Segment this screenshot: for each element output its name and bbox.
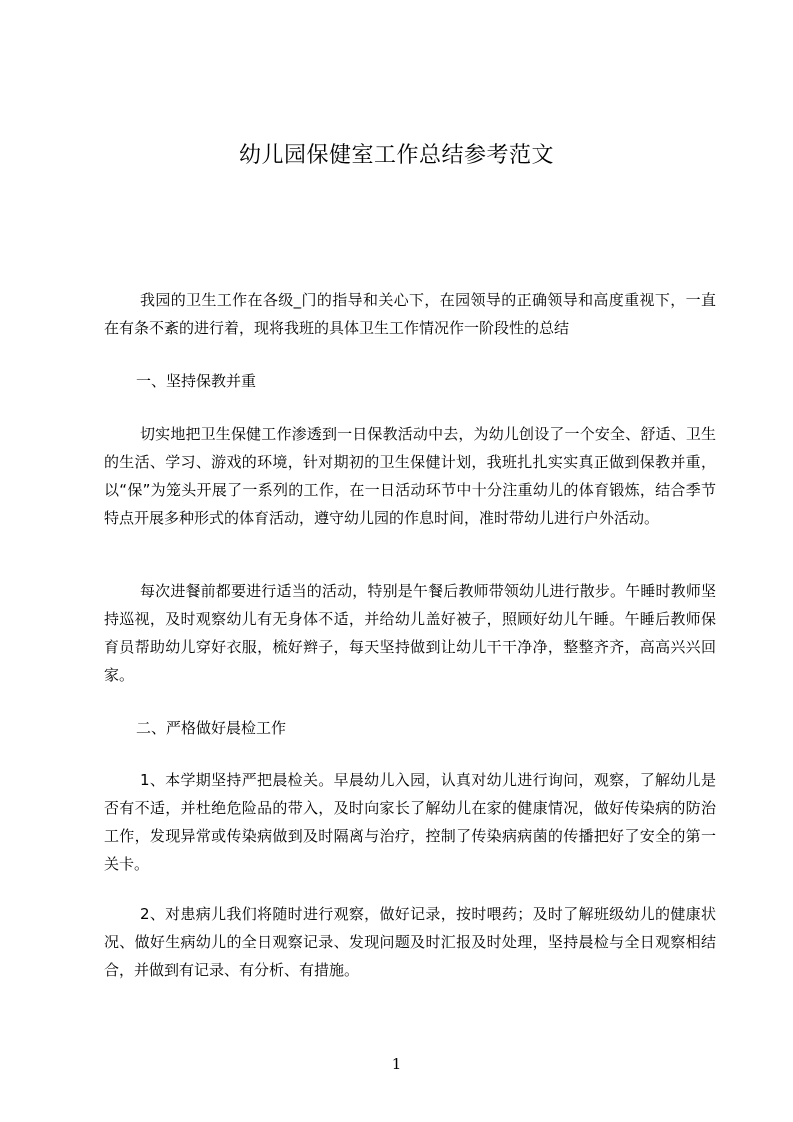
section-2-paragraph-1: 1、本学期坚持严把晨检关。早晨幼儿入园，认真对幼儿进行询问，观察，了解幼儿是否有不适，并杜绝危险品的带入，及时向家长了解幼儿在家的健康情况，做好传染病的防治工作，发现异常或传染病做到及时隔离与治疗，控制了传染病病菌的传播把好了安全的第一关卡。 (104, 771, 716, 873)
section-2-heading: 二、严格做好晨检工作 (136, 719, 287, 737)
intro-paragraph: 我园的卫生工作在各级_门的指导和关心下，在园领导的正确领导和高度重视下，一直在有条不紊的进行着，现将我班的具体卫生工作情况作一阶段性的总结 (104, 291, 716, 337)
section-1-paragraph-2: 每次进餐前都要进行适当的活动，特别是午餐后教师带领幼儿进行散步。午睡时教师坚持巡视，及时观察幼儿有无身体不适，并给幼儿盖好被子，照顾好幼儿午睡。午睡后教师保育员帮助幼儿穿好衣服，梳好辫子，每天坚持做到让幼儿干干净净，整整齐齐，高高兴兴回家。 (104, 582, 716, 684)
section-2-paragraph-2: 2、对患病儿我们将随时进行观察，做好记录，按时喂药；及时了解班级幼儿的健康状况、做好生病幼儿的全日观察记录、发现问题及时汇报及时处理，坚持晨检与全日观察相结合，并做到有记录、有分析、有措施。 (104, 905, 716, 979)
section-1-heading: 一、坚持保教并重 (136, 372, 257, 390)
page-number: 1 (391, 1055, 402, 1073)
section-1-paragraph-1: 切实地把卫生保健工作渗透到一日保教活动中去，为幼儿创设了一个安全、舒适、卫生的生活、学习、游戏的环境，针对期初的卫生保健计划，我班扎扎实实真正做到保教并重，以“保”为笼头开展了一系列的工作，在一日活动环节中十分注重幼儿的体育锻炼，结合季节特点开展多种形式的体育活动，遵守幼儿园的作息时间，准时带幼儿进行户外活动。 (104, 425, 716, 527)
document-title: 幼儿园保健室工作总结参考范文 (238, 143, 554, 168)
